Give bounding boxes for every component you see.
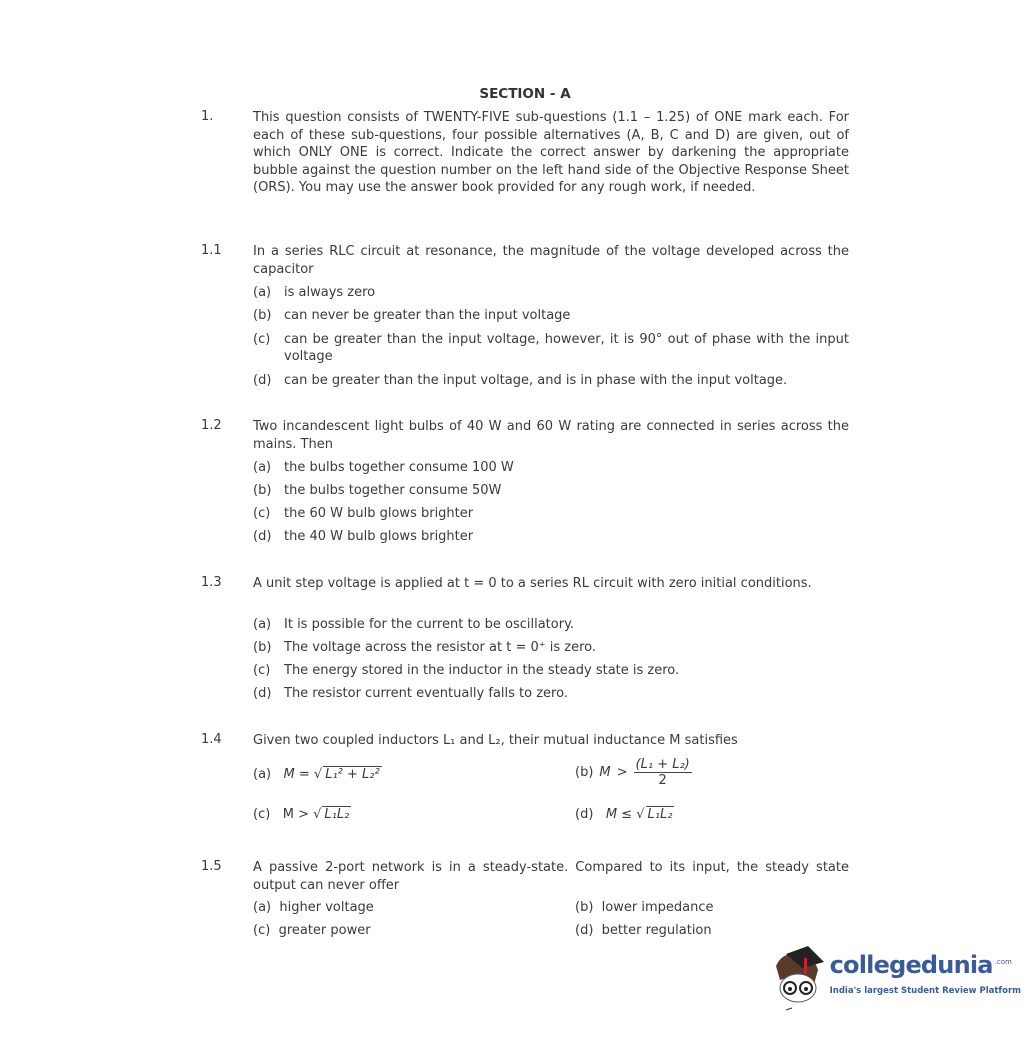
option-formula xyxy=(575,757,692,788)
question-number: 1.2 xyxy=(201,418,222,433)
option xyxy=(253,459,849,476)
formula-operator: > xyxy=(616,765,628,780)
option xyxy=(253,482,849,499)
fraction-numerator: (L₁ + L₂) xyxy=(635,757,690,772)
option-label: (c) xyxy=(253,506,271,521)
option xyxy=(253,528,849,545)
formula-lhs: M xyxy=(599,765,611,780)
option-text: It is possible for the current to be oscillatory. xyxy=(284,617,575,632)
formula-radicand: L₁² + L₂² xyxy=(325,767,380,782)
logo-text xyxy=(830,944,1021,997)
option-text: The voltage across the resistor at t = 0⁺ is zero. xyxy=(284,640,596,655)
option xyxy=(253,923,371,938)
option-label: (b) xyxy=(253,640,272,655)
option xyxy=(253,331,849,366)
formula-radicand: L₁L₂ xyxy=(324,807,350,822)
option-text: can be greater than the input voltage, however, it is 90° out of phase with the input voltage xyxy=(284,332,849,365)
option xyxy=(253,662,849,679)
option-label: (b) xyxy=(253,483,272,498)
option-label: (d) xyxy=(253,373,272,388)
option-text: higher voltage xyxy=(279,900,374,915)
question-stem: Two incandescent light bulbs of 40 W and 60 W rating are connected in series across the mains. Then xyxy=(253,419,849,452)
formula-operator: = xyxy=(298,767,310,782)
option xyxy=(253,900,374,915)
option-label: (c) xyxy=(253,663,271,678)
option-label: (a) xyxy=(253,285,272,300)
option-formula: (d) M ≤ √ L₁L₂ xyxy=(575,807,673,822)
option-text: The resistor current eventually falls to zero. xyxy=(284,686,568,701)
option xyxy=(253,372,849,389)
option-label: (c) xyxy=(253,807,271,822)
formula-lhs: M xyxy=(605,807,618,822)
question-number: 1.1 xyxy=(201,243,222,258)
formula-lhs: M xyxy=(282,807,294,822)
option-text: can never be greater than the input voltage xyxy=(284,308,571,323)
option-label: (a) xyxy=(253,767,272,782)
option-label: (d) xyxy=(575,923,594,938)
question-stem: Given two coupled inductors L₁ and L₂, their mutual inductance M satisfies xyxy=(253,733,738,748)
option-label: (b) xyxy=(575,900,594,915)
option-label: (b) xyxy=(253,308,272,323)
option-text: greater power xyxy=(278,923,371,938)
question-number: 1. xyxy=(201,109,214,124)
option-label: (a) xyxy=(253,617,272,632)
option xyxy=(575,900,713,915)
option xyxy=(253,685,849,702)
question-stem: A unit step voltage is applied at t = 0 to a series RL circuit with zero initial conditions. xyxy=(253,576,812,591)
collegedunia-logo xyxy=(768,944,1021,1014)
question-stem: A passive 2-port network is in a steady-state. Compared to its input, the steady state output can never offer xyxy=(253,860,849,893)
option xyxy=(253,284,849,301)
option xyxy=(575,923,712,938)
option-text: The energy stored in the inductor in the steady state is zero. xyxy=(284,663,680,678)
fraction-denominator: 2 xyxy=(658,773,667,788)
option xyxy=(253,639,849,656)
option-label: (b) xyxy=(575,765,594,780)
option-label: (a) xyxy=(253,460,272,475)
option-text: lower impedance xyxy=(601,900,714,915)
option xyxy=(253,505,849,522)
option-label: (d) xyxy=(253,529,272,544)
formula-operator: > xyxy=(298,807,309,822)
instructions-text: This question consists of TWENTY-FIVE sub-questions (1.1 – 1.25) of ONE mark each. For each of these sub-questions, four possible alternatives (A, B, C and D) are given, out of which ONLY ONE is correct. Indicate the correct answer by darkening the appropriate bubble against the question number on the left hand side of the Objective Response Sheet (ORS). You may use the answer book provided for any rough work, if needed. xyxy=(253,110,849,195)
option-label: (d) xyxy=(253,686,272,701)
option xyxy=(253,616,849,633)
option-label: (a) xyxy=(253,900,272,915)
logo-suffix: .com xyxy=(994,958,1012,966)
option-label: (d) xyxy=(575,807,594,822)
option-text: better regulation xyxy=(601,923,712,938)
fraction xyxy=(634,757,692,788)
question-number: 1.5 xyxy=(201,859,222,874)
option-text: the 60 W bulb glows brighter xyxy=(284,506,474,521)
logo-wordmark: collegedunia xyxy=(829,951,993,979)
option-formula: (c) M > √ L₁L₂ xyxy=(253,807,350,822)
logo-wordmark-row xyxy=(830,950,1021,980)
formula-lhs: M xyxy=(283,767,295,782)
formula-radicand: L₁L₂ xyxy=(647,807,673,822)
question-stem: In a series RLC circuit at resonance, the magnitude of the voltage developed across the capacitor xyxy=(253,244,849,277)
option-text: is always zero xyxy=(284,285,376,300)
question-number: 1.4 xyxy=(201,732,222,747)
formula-operator: ≤ xyxy=(621,807,633,822)
question-number: 1.3 xyxy=(201,575,222,590)
option-label: (c) xyxy=(253,332,271,347)
option-text: can be greater than the input voltage, and is in phase with the input voltage. xyxy=(284,373,788,388)
option-formula: (a) M = √ L₁² + L₂² xyxy=(253,767,380,782)
option-text: the bulbs together consume 100 W xyxy=(284,460,514,475)
section-title: SECTION - A xyxy=(479,86,571,102)
option xyxy=(253,307,849,324)
option-text: the 40 W bulb glows brighter xyxy=(284,529,474,544)
logo-tagline: India's largest Student Review Platform xyxy=(829,986,1021,996)
option-label: (c) xyxy=(253,923,271,938)
option-text: the bulbs together consume 50W xyxy=(284,483,502,498)
mascot-icon xyxy=(768,944,826,1014)
